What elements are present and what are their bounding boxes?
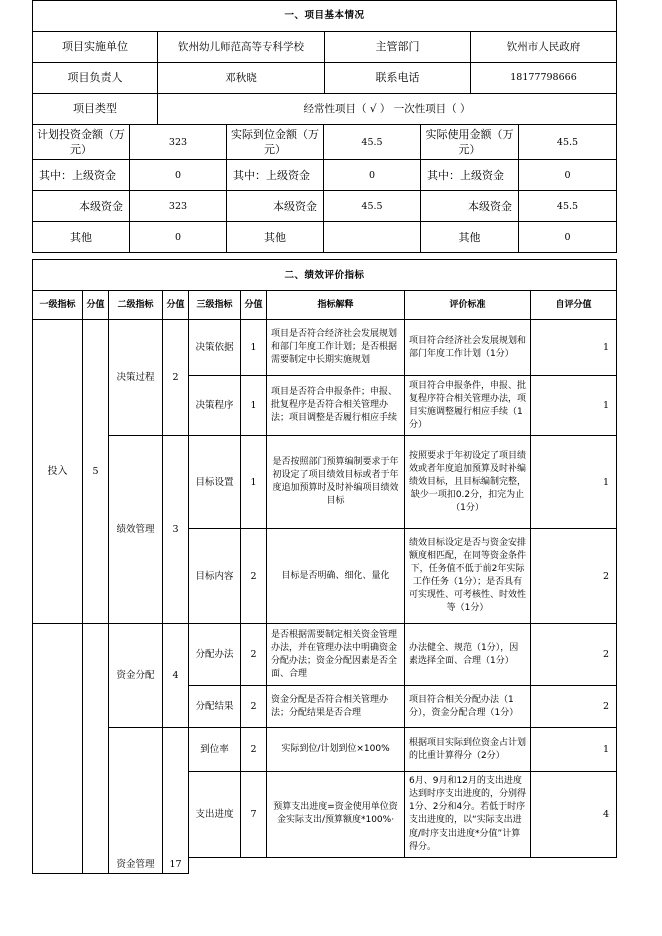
level1-blank-label bbox=[33, 624, 83, 873]
other-fund-label-used: 其他 bbox=[421, 222, 519, 253]
local-fund-label-used: 本级资金 bbox=[421, 191, 519, 222]
criteria-target-content: 绩效目标设定是否与资金安排额度相匹配，在同等资金条件下，任务值不低于前2年实际工作任务（1分）；是否具有可实现性、可考核性、时效性等（1分） bbox=[405, 529, 531, 624]
criteria-expenditure-progress: 6月、9月和12月的支出进度达到时序支出进度的，分别得1分、2分和4分。若低于时序支出进度的，以“实际支出进度/时序支出进度*分值”计算得分。 bbox=[405, 772, 531, 857]
project-type-value: 经常性项目（ √ ） 一次性项目（ ） bbox=[158, 94, 617, 125]
local-fund-used-value: 45.5 bbox=[519, 191, 617, 222]
explanation-allocation-method: 是否根据需要制定相关资金管理办法，并在管理办法中明确资金分配办法；资金分配因素是否全面、合理 bbox=[267, 624, 405, 686]
level3-target-setting-label: 目标设置 bbox=[189, 436, 241, 529]
level3-decision-procedure-score: 1 bbox=[241, 376, 267, 436]
explanation-allocation-result: 资金分配是否符合相关管理办法；分配结果是否合理 bbox=[267, 686, 405, 728]
explanation-target-content: 目标是否明确、细化、量化 bbox=[267, 529, 405, 624]
contact-phone-value: 18177798666 bbox=[471, 63, 617, 94]
level1-input-label: 投入 bbox=[33, 320, 83, 624]
planned-amount-value: 323 bbox=[130, 125, 227, 160]
other-fund-plan-value: 0 bbox=[130, 222, 227, 253]
level3-decision-basis-score: 1 bbox=[241, 320, 267, 376]
actual-arrived-label: 实际到位金额（万元） bbox=[227, 125, 324, 160]
level1-input-score: 5 bbox=[83, 320, 109, 624]
partial-cell-level3-score bbox=[241, 857, 267, 873]
criteria-allocation-result: 项目符合相关分配办法（1分），资金分配合理（1分） bbox=[405, 686, 531, 728]
self-score-arrival-rate: 1 bbox=[531, 728, 617, 772]
upper-fund-arrived-value: 0 bbox=[324, 160, 421, 191]
table-row bbox=[33, 624, 617, 686]
other-fund-label-plan: 其他 bbox=[33, 222, 130, 253]
column-header-level3: 三级指标 bbox=[189, 291, 241, 320]
basic-info-amounts-table bbox=[32, 124, 617, 253]
project-leader-label: 项目负责人 bbox=[33, 63, 158, 94]
column-header-self-score: 自评分值 bbox=[531, 291, 617, 320]
upper-fund-label-plan: 其中：上级资金 bbox=[33, 160, 130, 191]
table-row bbox=[33, 436, 617, 529]
level3-expenditure-progress-label: 支出进度 bbox=[189, 772, 241, 857]
section1-title: 一、项目基本情况 bbox=[33, 1, 617, 32]
implementing-unit-value: 钦州幼儿师范高等专科学校 bbox=[158, 32, 325, 63]
level3-decision-procedure-label: 决策程序 bbox=[189, 376, 241, 436]
criteria-allocation-method: 办法健全、规范（1分），因素选择全面、合理（1分） bbox=[405, 624, 531, 686]
explanation-expenditure-progress: 预算支出进度=资金使用单位资金实际支出/预算额度*100%· bbox=[267, 772, 405, 857]
planned-amount-label: 计划投资金额（万元） bbox=[33, 125, 130, 160]
level3-allocation-method-label: 分配办法 bbox=[189, 624, 241, 686]
implementing-unit-label: 项目实施单位 bbox=[33, 32, 158, 63]
partial-cell-self-score bbox=[531, 857, 617, 873]
column-header-criteria: 评价标准 bbox=[405, 291, 531, 320]
level3-allocation-result-label: 分配结果 bbox=[189, 686, 241, 728]
table-row bbox=[33, 160, 617, 191]
self-score-expenditure-progress: 4 bbox=[531, 772, 617, 857]
section2-title: 二、绩效评价指标 bbox=[33, 260, 617, 291]
level2-fund-allocation-label: 资金分配 bbox=[109, 624, 163, 728]
local-fund-arrived-value: 45.5 bbox=[324, 191, 421, 222]
local-fund-plan-value: 323 bbox=[130, 191, 227, 222]
level1-blank-score bbox=[83, 624, 109, 873]
self-score-allocation-result: 2 bbox=[531, 686, 617, 728]
column-header-explanation: 指标解释 bbox=[267, 291, 405, 320]
level2-performance-mgmt-score: 3 bbox=[163, 436, 189, 624]
local-fund-label-arrived: 本级资金 bbox=[227, 191, 324, 222]
other-fund-label-arrived: 其他 bbox=[227, 222, 324, 253]
explanation-arrival-rate: 实际到位/计划到位×100% bbox=[267, 728, 405, 772]
column-header-level3-score: 分值 bbox=[241, 291, 267, 320]
basic-info-table bbox=[32, 0, 617, 125]
self-score-decision-procedure: 1 bbox=[531, 376, 617, 436]
upper-fund-label-used: 其中：上级资金 bbox=[421, 160, 519, 191]
level3-arrival-rate-score: 2 bbox=[241, 728, 267, 772]
partial-cell-criteria bbox=[405, 857, 531, 873]
criteria-target-setting: 按照要求于年初设定了项目绩效或者年度追加预算及时补编绩效目标，且目标编制完整，缺少一项扣0.2分，扣完为止（1分） bbox=[405, 436, 531, 529]
section1-title-row bbox=[33, 1, 617, 32]
section2-title-table bbox=[32, 259, 617, 291]
level2-decision-process-score: 2 bbox=[163, 320, 189, 436]
table-row bbox=[33, 94, 617, 125]
other-fund-arrived-value bbox=[324, 222, 421, 253]
performance-indicator-table bbox=[32, 290, 617, 873]
self-score-target-setting: 1 bbox=[531, 436, 617, 529]
upper-fund-label-arrived: 其中：上级资金 bbox=[227, 160, 324, 191]
column-header-level2-score: 分值 bbox=[163, 291, 189, 320]
upper-fund-used-value: 0 bbox=[519, 160, 617, 191]
project-leader-value: 邓秋晓 bbox=[158, 63, 325, 94]
table-header-row bbox=[33, 291, 617, 320]
self-score-allocation-method: 2 bbox=[531, 624, 617, 686]
column-header-level2: 二级指标 bbox=[109, 291, 163, 320]
level2-performance-mgmt-label: 绩效管理 bbox=[109, 436, 163, 624]
explanation-target-setting: 是否按照部门预算编制要求于年初设定了项目绩效目标或者于年度追加预算时及时补编项目绩效目标 bbox=[267, 436, 405, 529]
project-type-label: 项目类型 bbox=[33, 94, 158, 125]
criteria-arrival-rate: 根据项目实际到位资金占计划的比重计算得分（2分） bbox=[405, 728, 531, 772]
level3-allocation-result-score: 2 bbox=[241, 686, 267, 728]
level3-target-content-score: 2 bbox=[241, 529, 267, 624]
partial-cell-level3 bbox=[189, 857, 241, 873]
table-row bbox=[33, 191, 617, 222]
upper-fund-plan-value: 0 bbox=[130, 160, 227, 191]
level2-fund-management-score: 17 bbox=[163, 728, 189, 873]
level2-decision-process-label: 决策过程 bbox=[109, 320, 163, 436]
level3-target-setting-score: 1 bbox=[241, 436, 267, 529]
actual-used-value: 45.5 bbox=[519, 125, 617, 160]
local-fund-label-plan: 本级资金 bbox=[33, 191, 130, 222]
contact-phone-label: 联系电话 bbox=[325, 63, 471, 94]
table-row bbox=[33, 222, 617, 253]
explanation-decision-procedure: 项目是否符合申报条件；申报、批复程序是否符合相关管理办法；项目调整是否履行相应手续 bbox=[267, 376, 405, 436]
level3-arrival-rate-label: 到位率 bbox=[189, 728, 241, 772]
self-score-target-content: 2 bbox=[531, 529, 617, 624]
level2-fund-allocation-score: 4 bbox=[163, 624, 189, 728]
level3-allocation-method-score: 2 bbox=[241, 624, 267, 686]
table-row bbox=[33, 728, 617, 772]
column-header-level1-score: 分值 bbox=[83, 291, 109, 320]
table-row bbox=[33, 320, 617, 376]
explanation-decision-basis: 项目是否符合经济社会发展规划和部门年度工作计划；是否根据需要制定中长期实施规划 bbox=[267, 320, 405, 376]
actual-arrived-value: 45.5 bbox=[324, 125, 421, 160]
level3-target-content-label: 目标内容 bbox=[189, 529, 241, 624]
level3-decision-basis-label: 决策依据 bbox=[189, 320, 241, 376]
self-score-decision-basis: 1 bbox=[531, 320, 617, 376]
criteria-decision-procedure: 项目符合申报条件，申报、批复程序符合相关管理办法，项目实施调整履行相应手续（1分） bbox=[405, 376, 531, 436]
table-row bbox=[33, 32, 617, 63]
level3-expenditure-progress-score: 7 bbox=[241, 772, 267, 857]
supervising-dept-value: 钦州市人民政府 bbox=[471, 32, 617, 63]
actual-used-label: 实际使用金额（万元） bbox=[421, 125, 519, 160]
other-fund-used-value: 0 bbox=[519, 222, 617, 253]
section2-title-row bbox=[33, 260, 617, 291]
supervising-dept-label: 主管部门 bbox=[325, 32, 471, 63]
table-row bbox=[33, 63, 617, 94]
partial-cell-explanation bbox=[267, 857, 405, 873]
level2-fund-management-label: 资金管理 bbox=[109, 728, 163, 873]
table-row bbox=[33, 125, 617, 160]
criteria-decision-basis: 项目符合经济社会发展规划和部门年度工作计划（1分） bbox=[405, 320, 531, 376]
column-header-level1: 一级指标 bbox=[33, 291, 83, 320]
